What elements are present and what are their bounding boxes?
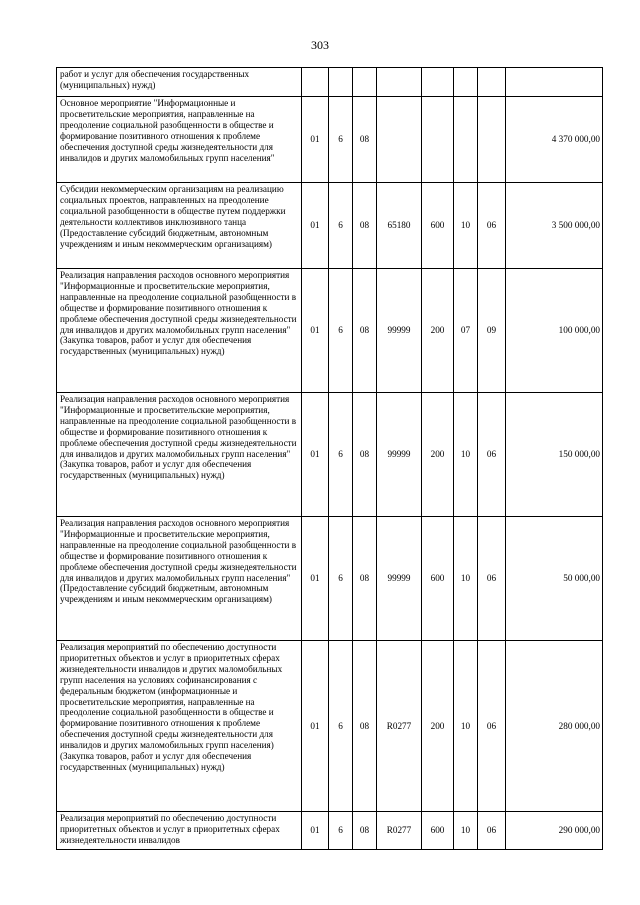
table-row — [57, 812, 603, 850]
subsection-code: 06 — [478, 393, 506, 517]
activity-code: 08 — [353, 269, 377, 393]
row-description: Основное мероприятие "Информационные и просветительские мероприятия, направленные на преодоление социальной разобщенности в обществе и формирование позитивного отношения к проблеме обеспечения доступной среды жизнедеятельности для инвалидов и других маломобильных групп населения" — [57, 97, 302, 183]
subprogram-code: 6 — [329, 269, 353, 393]
subprogram-code: 6 — [329, 97, 353, 183]
subsection-code: 09 — [478, 269, 506, 393]
program-code: 01 — [302, 812, 329, 850]
subsection-code — [478, 68, 506, 97]
program-code: 01 — [302, 517, 329, 641]
table-row — [57, 517, 603, 641]
row-description: работ и услуг для обеспечения государственных (муниципальных) нужд) — [57, 68, 302, 97]
section-code — [454, 68, 478, 97]
activity-code: 08 — [353, 183, 377, 269]
amount-cell: 50 000,00 — [506, 517, 603, 641]
subprogram-code: 6 — [329, 517, 353, 641]
amount-cell: 100 000,00 — [506, 269, 603, 393]
activity-code — [353, 68, 377, 97]
table-row — [57, 97, 603, 183]
section-code: 10 — [454, 183, 478, 269]
subsection-code: 06 — [478, 641, 506, 812]
table-row — [57, 641, 603, 812]
program-code: 01 — [302, 393, 329, 517]
amount-cell: 290 000,00 — [506, 812, 603, 850]
subprogram-code: 6 — [329, 393, 353, 517]
expense-type-code: 200 — [422, 641, 454, 812]
activity-code: 08 — [353, 641, 377, 812]
subprogram-code: 6 — [329, 183, 353, 269]
section-code — [454, 97, 478, 183]
expense-direction-code — [377, 97, 422, 183]
activity-code: 08 — [353, 97, 377, 183]
program-code: 01 — [302, 97, 329, 183]
subsection-code — [478, 97, 506, 183]
expense-direction-code: R0277 — [377, 641, 422, 812]
expense-direction-code: 99999 — [377, 269, 422, 393]
subprogram-code: 6 — [329, 641, 353, 812]
amount-cell: 150 000,00 — [506, 393, 603, 517]
program-code: 01 — [302, 641, 329, 812]
program-code — [302, 68, 329, 97]
section-code: 07 — [454, 269, 478, 393]
page-number: 303 — [311, 38, 329, 52]
row-description: Реализация направления расходов основного мероприятия "Информационные и просветительские мероприятия, направленные на преодоление социальной разобщенности в обществе и формирование позитивного отношения к проблеме обеспечения доступной среды жизнедеятельности для инвалидов и других маломобильных групп населения" (Закупка товаров, работ и услуг для обеспечения государственных (муниципальных) нужд) — [57, 393, 302, 517]
budget-table — [56, 67, 603, 850]
section-code: 10 — [454, 641, 478, 812]
subsection-code: 06 — [478, 517, 506, 641]
expense-type-code: 600 — [422, 812, 454, 850]
expense-type-code: 200 — [422, 393, 454, 517]
expense-direction-code — [377, 68, 422, 97]
amount-cell: 4 370 000,00 — [506, 97, 603, 183]
expense-type-code — [422, 68, 454, 97]
row-description: Реализация мероприятий по обеспечению доступности приоритетных объектов и услуг в приоритетных сферах жизнедеятельности инвалидов — [57, 812, 302, 850]
section-code: 10 — [454, 393, 478, 517]
table-row — [57, 269, 603, 393]
row-description: Реализация направления расходов основного мероприятия "Информационные и просветительские мероприятия, направленные на преодоление социальной разобщенности в обществе и формирование позитивного отношения к проблеме обеспечения доступной среды жизнедеятельности для инвалидов и других маломобильных групп населения" (Предоставление субсидий бюджетным, автономным учреждениям и иным некоммерческим организациям) — [57, 517, 302, 641]
expense-type-code: 200 — [422, 269, 454, 393]
section-code: 10 — [454, 517, 478, 641]
expense-direction-code: 99999 — [377, 517, 422, 641]
table-row — [57, 68, 603, 97]
table-row — [57, 393, 603, 517]
row-description: Реализация направления расходов основного мероприятия "Информационные и просветительские мероприятия, направленные на преодоление социальной разобщенности в обществе и формирование позитивного отношения к проблеме обеспечения доступной среды жизнедеятельности для инвалидов и других маломобильных групп населения" (Закупка товаров, работ и услуг для обеспечения государственных (муниципальных) нужд) — [57, 269, 302, 393]
program-code: 01 — [302, 269, 329, 393]
row-description: Субсидии некоммерческим организациям на реализацию социальных проектов, направленных на преодоление социальной разобщенности в обществе путем поддержки деятельности коллективов инклюзивного танца (Предоставление субсидий бюджетным, автономным учреждениям и иным некоммерческим организациям) — [57, 183, 302, 269]
subsection-code: 06 — [478, 183, 506, 269]
row-description: Реализация мероприятий по обеспечению доступности приоритетных объектов и услуг в приоритетных сферах жизнедеятельности инвалидов и других маломобильных групп населения на условиях софинансирования с федеральным бюджетом (информационные и просветительские мероприятия, направленные на преодоление социальной разобщенности в обществе и формирование позитивного отношения к проблеме обеспечения доступной среды жизнедеятельности для инвалидов и других маломобильных групп населения) (Закупка товаров, работ и услуг для обеспечения государственных (муниципальных) нужд) — [57, 641, 302, 812]
amount-cell: 3 500 000,00 — [506, 183, 603, 269]
amount-cell — [506, 68, 603, 97]
subprogram-code — [329, 68, 353, 97]
subsection-code: 06 — [478, 812, 506, 850]
section-code: 10 — [454, 812, 478, 850]
activity-code: 08 — [353, 393, 377, 517]
expense-type-code: 600 — [422, 183, 454, 269]
amount-cell: 280 000,00 — [506, 641, 603, 812]
expense-direction-code: 65180 — [377, 183, 422, 269]
program-code: 01 — [302, 183, 329, 269]
subprogram-code: 6 — [329, 812, 353, 850]
table-row — [57, 183, 603, 269]
activity-code: 08 — [353, 517, 377, 641]
expense-type-code: 600 — [422, 517, 454, 641]
expense-type-code — [422, 97, 454, 183]
expense-direction-code: 99999 — [377, 393, 422, 517]
expense-direction-code: R0277 — [377, 812, 422, 850]
activity-code: 08 — [353, 812, 377, 850]
